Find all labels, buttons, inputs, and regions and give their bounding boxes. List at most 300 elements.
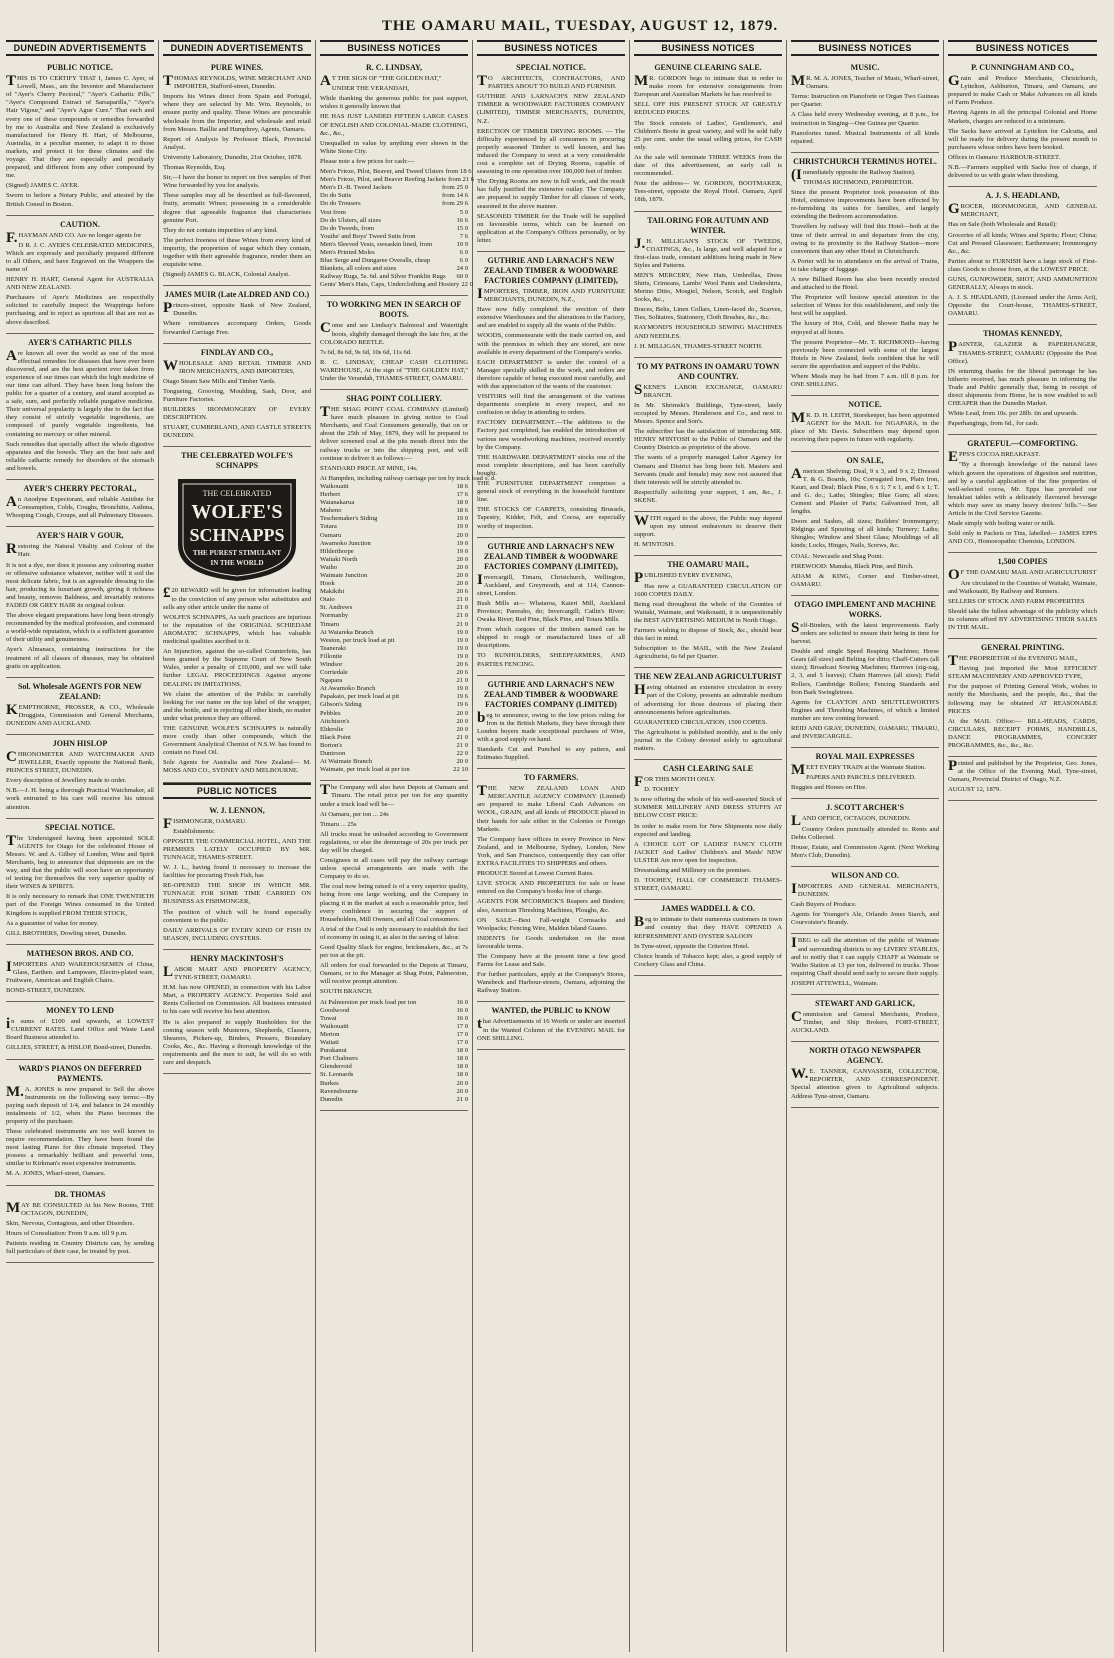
- price-item: Gents' Men's Hats, Caps, Underclothing and Hosiery: [320, 281, 460, 289]
- price-value: 20 0: [456, 1087, 468, 1095]
- ad-paragraph: THIS IS TO CERTIFY THAT I, James C. Ayer, of Lowell, Mass., am the Inventor and Manufacturer of "Ayer's Cherry Pectoral," "Ayer's Cathartic Pills," "Ayer's Compound Extract of Sarsaparilla," "Ayer's Hair Vigour," and "Ayer's Ague Cure." That each and every one of these compounds or remedies forwarded by me to Australia and New Zealand is exclusively manufactured for Henry H. Hart, of Melbourne, Australia, in a peculiar manner, to adapt it to those markets, and protect it for these climates and the voyage. That they are especially and peculiarly prepared, and different from any other compound by me.: [6, 73, 154, 180]
- price-item: Merton: [320, 1030, 340, 1038]
- ad-paragraph: MEN'S MERCERY, New Hats, Umbrellas, Dress Shirts, Crimeans, Lambs' Wool Pants and Undershirts, Merino Ditto, Mosgiel, Nelson, Scotch, and English Socks, &c.,: [634, 271, 782, 304]
- ad-paragraph: Dressmaking and Millinery on the premises.: [634, 867, 752, 875]
- ad-paragraph: Restoring the Natural Vitality and Colour of the Hair.: [6, 541, 154, 559]
- ad-paragraph: GILL BROTHERS, Dowling street, Dunedin.: [6, 929, 127, 937]
- ad-paragraph: THE SHAG POINT COAL COMPANY (Limited) have much pleasure in giving notice to Coal Merchants, and Coal Consumers generally, that on or about the 25th of May, 1879, they will be prepared to deliver screened coal at the pits mouth direct into the railway trucks or into the shipping port, and will continue to deliver it as follows:—: [320, 404, 468, 462]
- column-1: [2, 40, 159, 1652]
- ad-paragraph: Having Agents in all the principal Colonial and Home Markets, charges are reduced to a minimum.: [948, 109, 1097, 125]
- ad-paragraph: D. TOOHEY, HALL OF COMMERCE THAMES-STREET, OAMARU.: [634, 877, 782, 893]
- ad-paragraph: D. TOOHEY: [644, 786, 680, 794]
- ad-paragraph: Subscription to the MAIL, with the New Zealand Agriculturist, 6s 6d per Quarter.: [634, 645, 782, 661]
- price-item: Borton's: [320, 741, 343, 749]
- emblem-text-line5: IN THE WORLD: [210, 559, 264, 568]
- price-item: Pebbles: [320, 709, 341, 717]
- ad-paragraph: WHOLESALE AND RETAIL TIMBER AND IRON MERCHANTS, AND IMPORTERS,: [163, 357, 311, 375]
- price-value: 21 0: [456, 604, 468, 612]
- ad-paragraph: PUBLISHED EVERY EVENING,: [634, 570, 733, 587]
- price-row: [320, 532, 468, 540]
- ad-paragraph: AT THE SIGN OF "THE GOLDEN HAT,": [320, 73, 442, 90]
- ad-paragraph: Should take the fullest advantage of the publicity which its columns afford BY ADVERTISING THEIR SALES IN THE MAIL.: [948, 607, 1097, 631]
- price-row: [320, 209, 468, 217]
- ad-paragraph: Sole Agents for Australia and New Zealand— M. MOSS AND CO., SYDNEY AND MELBOURNE.: [163, 759, 311, 775]
- price-value: from 21 6: [448, 176, 475, 184]
- ad-title: GUTHRIE AND LARNACH'S NEW ZEALAND TIMBER & WOODWARE FACTORIES COMPANY (LIMITED),: [483, 255, 619, 285]
- price-value: 20 0: [456, 563, 468, 571]
- price-value: from 14 6: [441, 192, 468, 200]
- ad-paragraph: W.E. TANNER, CANVASSER, COLLECTOR, REPORTER, AND CORRESPONDENT. Special attention given to Agricultural subjects. Address Tyne-street, Oamaru.: [791, 1066, 939, 1100]
- price-value: 6 0: [459, 257, 468, 265]
- price-row: [320, 1015, 468, 1023]
- ad-title: MONEY TO LEND: [46, 1006, 114, 1016]
- ad-title: CHRISTCHURCH TERMINUS HOTEL.: [793, 156, 937, 166]
- price-item: Teschemaker's Siding: [320, 515, 378, 523]
- price-value: 21 0: [456, 1095, 468, 1103]
- price-item: Purakanui: [320, 1047, 347, 1055]
- columns-container: [2, 40, 1110, 1652]
- ad-paragraph: M.A. JONES is now prepared to Sell the above Instruments on the following easy terms:—By paying such deposit of 1/4, and balance in 24 monthly instalments of 1/2, when the Piano becomes the property of the purchaser.: [6, 1083, 154, 1125]
- price-item: St. Andrews: [320, 604, 353, 612]
- ad-paragraph: SKENE'S LABOR EXCHANGE, OAMARU BRANCH.: [634, 381, 782, 399]
- price-row: [320, 645, 468, 653]
- column-heading: DUNEDIN ADVERTISEMENTS: [163, 40, 311, 56]
- advertisement: [6, 1002, 154, 1059]
- advertisement: [6, 678, 154, 735]
- ad-paragraph: He is also prepared to supply Runholders for the coming season with Musterers, Shepherds, Classers, Shearers, Pickers-up, Binders, Pressers, Boundary Cooks, &c., &c. Having a thorough knowledge of the requirements and the men to suit, he will do so with care and despatch.: [163, 1018, 311, 1066]
- ad-paragraph: GUNS, GUNPOWDER, SHOT, AND AMMUNITION GENERALLY, Always in stock.: [948, 275, 1097, 292]
- price-value: s. d.: [484, 474, 496, 482]
- ad-paragraph: IN returning thanks for the liberal patronage he has hitherto received, has much pleasure in informing the Trade and Public generally that, being in receipt of direct shipments from Home, he is now enabled to sell CHEAPER than the Dunedin Market.: [948, 367, 1097, 408]
- column-2: [159, 40, 316, 1652]
- price-row: [320, 233, 468, 241]
- ad-paragraph: PAPERS AND PARCELS DELIVERED.: [806, 774, 916, 782]
- advertisement: [6, 216, 154, 334]
- column-heading: BUSINESS NOTICES: [948, 40, 1097, 56]
- ad-paragraph: Otago Steam Saw Mills and Timber Yards.: [163, 377, 276, 385]
- ad-paragraph: An Anodyne Expectorant, and reliable Antidote for Consumption, Colds, Coughs, Bronchitis, Asthma, Whooping Cough, Croups, and all Pulmonary Diseases.: [6, 494, 154, 520]
- ad-paragraph: Self-Binders, with the latest improvements. Early orders are solicited to ensure their being in time for harvest.: [791, 619, 939, 646]
- ad-paragraph: SELLERS OF STOCK AND FARM PROPERTIES: [948, 597, 1085, 605]
- price-value: 18 0: [456, 1063, 468, 1071]
- ad-title: CASH CLEARING SALE: [662, 764, 754, 774]
- ad-paragraph: MR. D. H. LEITH, Storekeeper, has been appointed AGENT for the MAIL for NGAPARA, in the place of Mr. Davis. Subscribers may depend upon receiving their papers in future with regularity.: [791, 410, 939, 444]
- ad-paragraph: INDENTS for Goods undertaken on the most favourable terms.: [477, 934, 625, 950]
- price-value: 7 6: [459, 232, 468, 240]
- ad-title: Sol. Wholesale AGENTS FOR NEW ZEALAND:: [17, 681, 143, 701]
- price-row: [320, 1031, 468, 1039]
- ad-title: THOMAS KENNEDY,: [983, 329, 1062, 339]
- ad-paragraph: Buggies and Horses on Hire.: [791, 784, 867, 792]
- ad-paragraph: MR. M. A. JONES, Teacher of Music, Wharf-street, Oamaru.: [791, 73, 939, 91]
- ad-paragraph: MEET EVERY TRAIN at the Waimate Station.: [791, 762, 926, 779]
- advertisement: [634, 512, 782, 556]
- price-value: 21 0: [456, 741, 468, 749]
- price-item: Hilderthorpe: [320, 547, 354, 555]
- price-row: [320, 653, 468, 661]
- price-value: 18 6: [456, 507, 468, 515]
- price-row: [320, 176, 475, 184]
- price-value: 22 0: [456, 750, 468, 758]
- ad-paragraph: All trucks must be unloaded according to Government regulations, or else the demurrage of 20s per truck per day will be charged.: [320, 830, 468, 854]
- ad-paragraph: Printed and published by the Proprietor, Geo. Jones, at the Office of the Evening Mail, Tyne-street, Oamaru, Provincial District of Otago, N.Z.: [948, 758, 1097, 784]
- price-value: 22 10: [453, 766, 468, 774]
- ad-paragraph: J. H. MILLIGAN, THAMES-STREET NORTH.: [634, 342, 763, 350]
- ad-paragraph: IBEG to call the attention of the public of Waimate and surrounding districts to my LIVERY STABLES, and to notify that I can supply CHAFF at Waimate or Waiho Station at 13 per ton, delivered in trucks. Those requiring Chaff should send early to secure their supply.: [791, 935, 939, 977]
- advertisement: [634, 212, 782, 358]
- ad-paragraph: In Mr. Shrimski's Buildings, Tyne-street, lately occupied by Messrs. Henderson and Co., and next to Messrs. Spence and Son's.: [634, 401, 782, 426]
- price-row: [320, 483, 468, 491]
- price-item: Blankets, all colors and sizes: [320, 265, 397, 273]
- price-item: Blue Serge and Dungaree Overalls, cheap: [320, 257, 431, 265]
- ad-title: JAMES WADDELL & CO.: [661, 904, 755, 914]
- price-value: 17 0: [456, 1030, 468, 1038]
- ad-paragraph: DAILY ARRIVALS OF EVERY KIND OF FISH IN SEASON, INCLUDING OYSTERS.: [163, 926, 311, 942]
- price-row: [320, 588, 468, 596]
- advertisement: [6, 819, 154, 945]
- price-item: Ngapara: [320, 677, 343, 685]
- ad-paragraph: Grain and Produce Merchants, Christchurch, Lyttelton, Ashburton, Timaru, and Oamaru, are prepared to make Cash or Make Advances on all kinds of Farm Produce.: [948, 73, 1097, 107]
- price-row: [320, 1096, 468, 1104]
- price-value: 6 0: [459, 248, 468, 256]
- advertisement: [948, 325, 1097, 435]
- price-item: Youths' and Boys' Tweed Suits from: [320, 232, 416, 240]
- price-row: [320, 1088, 468, 1096]
- column-5: [630, 40, 787, 1652]
- price-value: 20 6: [456, 661, 468, 668]
- price-row: [320, 556, 468, 564]
- price-value: 20 0: [456, 709, 468, 717]
- price-value: 19 6: [456, 701, 468, 709]
- ad-paragraph: "By a thorough knowledge of the natural laws which govern the operations of digestion and nutrition, and by a careful application of the fine properties of well-selected cocoa, Mr. Epps has provided our breakfast tables with a delicately flavoured beverage which may save us many heavy doctors' bills."—See Article in the Civil Service Gazette.: [948, 461, 1097, 518]
- ad-title: DR. THOMAS: [54, 1189, 106, 1199]
- ad-paragraph: KEMPTHORNE, PROSSER, & CO., Wholesale Druggists, Commission and General Merchants, DUNEDIN AND AUCKLAND.: [6, 701, 154, 727]
- ad-paragraph: ADAM & KING, Corner and Timber-street, OAMARU.: [791, 572, 939, 588]
- advertisement: [163, 802, 311, 950]
- price-row: [320, 1007, 468, 1015]
- ad-title: THE OAMARU MAIL,: [667, 560, 749, 570]
- price-item: Normanby: [320, 612, 349, 620]
- ad-paragraph: Choice brands of Tobacco kept; also, a good supply of Crockery Glass and China.: [634, 952, 782, 968]
- ad-title: CAUTION.: [60, 219, 100, 229]
- ad-paragraph: Made simply with boiling water or milk.: [948, 520, 1056, 528]
- ad-paragraph: RAYMOND'S HOUSEHOLD SEWING MACHINES AND NEEDLES.: [634, 324, 782, 340]
- advertisement: [6, 945, 154, 1002]
- price-row: [320, 515, 468, 523]
- ad-paragraph: Sold only in Packets or Tins, labelled— JAMES EPPS AND CO., Homoeopathic Chemists, LONDON.: [948, 530, 1097, 546]
- advertisement: [634, 900, 782, 976]
- ad-paragraph: IMPORTERS AND GENERAL MERCHANTS, DUNEDIN.: [791, 880, 939, 899]
- ad-paragraph: J.H. MILLIGAN'S STOCK OF TWEEDS, COATINGS, &c., Is large, and well adapted for a first-class trade, constant additions being made in New Styles and Patterns.: [634, 235, 782, 269]
- ad-title: OTAGO IMPLEMENT AND MACHINE WORKS.: [794, 599, 936, 619]
- price-item: Awamoko Junction: [320, 539, 371, 547]
- ad-paragraph: Being read throughout the whole of the Counties of Waitaki, Waimate, and Waikouaiti, it is unquestionably the BEST ADVERTISING MEDIUM in North Otago.: [634, 600, 782, 624]
- price-value: 15 0: [456, 224, 468, 232]
- price-row: [320, 612, 468, 620]
- ad-title: AYER'S HAIR V GOUR,: [36, 531, 124, 541]
- price-item: Waikouaiti: [320, 1022, 349, 1030]
- emblem-graphic: [172, 475, 302, 583]
- ad-paragraph: MR. GORDON begs to intimate that in order to make room for extensive consignments from European and Australian Markets he has resolved to: [634, 73, 782, 99]
- price-list: [320, 999, 468, 1104]
- price-value: from 18 6: [445, 168, 472, 176]
- price-item: Do do Tweeds, from: [320, 224, 374, 232]
- emblem-text-line3: SCHNAPPS: [189, 525, 285, 546]
- ad-paragraph: AGENTS FOR M'CORMICK'S Reapers and Binders; also, American Threshing Machines, Ploughs, &c.: [477, 898, 625, 914]
- ad-paragraph: OPPOSITE THE COMMERCIAL HOTEL, AND THE PREMISES LATELY OCCUPIED BY MR. TUNNAGE, THAMES-STREET.: [163, 837, 311, 861]
- ad-paragraph: Skin, Nervous, Contagious, and other Disorders.: [6, 1219, 135, 1227]
- ad-paragraph: Have now fully completed the erection of their extensive Warehouses and the alterations to the Factory, and are enabled to supply all the wants of the Public.: [477, 306, 625, 330]
- ad-paragraph: Princes-street, opposite Bank of New Zealand, Dunedin.: [163, 300, 311, 318]
- ad-paragraph: IMPORTERS, TIMBER, IRON AND FURNITURE MERCHANTS, DUNEDIN, N.Z.,: [477, 285, 625, 304]
- price-row: [320, 629, 468, 637]
- advertisement: [320, 390, 496, 781]
- advertisement: [791, 1042, 939, 1107]
- price-row: [320, 1039, 468, 1047]
- ad-title: R. C. LINDSAY,: [365, 63, 423, 73]
- ad-paragraph: THE FURNITURE DEPARTMENT comprises a general stock of everything in the household furniture line.: [477, 480, 625, 504]
- ad-paragraph: (Signed) JAMES G. BLACK, Colonial Analyst.: [163, 271, 290, 279]
- ad-paragraph: Paperhangings, from 6d., for cash.: [948, 420, 1039, 428]
- ad-paragraph: Are known all over the world as one of the most effectual remedies for diseases that have ever been discovered, and are the best aperient ever taken from experience of our times can which the high medicine of our time can afford. They have been long before the public for a quarter of a century, and stand accepted as a safe, sure, and perfectly reliable purgative medicine. Their universal popularity is largely due to the fact that they consist of strictly vegetable ingredients, are composed of purely vegetable ingredients, but containing no mercury or other mineral.: [6, 347, 154, 438]
- ad-paragraph: Good Quality Slack for engine, brickmakers, &c., at 7s per ton at the pit.: [320, 944, 468, 960]
- ad-paragraph: Country Orders punctually attended to. Rents and Debts Collected.: [791, 825, 939, 841]
- ad-paragraph: The Sacks have arrived at Lyttelton for Calcutta, and will be ready for delivery during the present month to purchasers whose orders have been booked.: [948, 127, 1097, 151]
- price-value: 24 0: [456, 265, 468, 273]
- ad-title: GENERAL PRINTING.: [980, 643, 1065, 653]
- price-value: 19 0: [456, 539, 468, 547]
- advertisement: [320, 296, 468, 390]
- ad-paragraph: While thanking the generous public for past support, wishes it generally known that: [320, 95, 468, 111]
- price-value: 18 0: [456, 1055, 468, 1063]
- ad-paragraph: It is not a dye, nor does it possess any colouring matter or offensive substance whatever, neither will it soil the most delicate fabric, but is an agreeable dressing to the hair, producing its luxuriant growth, giving it richness and beauty, removes Baldness, and invariably restores FADED OR GREY HAIR its original colour.: [6, 561, 154, 609]
- ad-paragraph: Tongueing, Grooving, Moulding, Sash, Door, and Furniture Factories.: [163, 387, 311, 403]
- price-item: At Waiareka Branch: [320, 628, 374, 636]
- ad-paragraph: EACH DEPARTMENT is under the control of a Manager specially skilled in the work, and orders are therefore capable of being executed most carefully, and with due appreciation of the wants of the customer.: [477, 358, 625, 390]
- ad-title: GUTHRIE AND LARNACH'S NEW ZEALAND TIMBER & WOODWARE FACTORIES COMPANY (LIMITED): [483, 679, 619, 709]
- ad-paragraph: WOLFE'S SCHNAPPS, As such practices are injurious to the reputation of the ORIGINAL SCHIEDAM AROMATIC SCHNAPPS, which has valuable medicinal qualities ascribed to it.: [163, 613, 311, 646]
- ad-title: HENRY MACKINTOSH'S: [190, 953, 284, 963]
- ad-paragraph: (Immediately opposite the Railway Station).: [791, 166, 916, 183]
- ad-paragraph: The Drying Rooms are now in full work, and the result has fully justified the extensive outlay. The Company are prepared to supply Timber for all classes of work, seasoned in the above manner.: [477, 178, 625, 210]
- ad-title: WARD'S PIANOS ON DEFERRED PAYMENTS.: [18, 1063, 142, 1083]
- price-item: Weston, per truck load at pit: [320, 636, 395, 644]
- column-4: [473, 40, 630, 1652]
- ad-paragraph: M. A. JONES, Wharf-street, Oamaru.: [6, 1170, 106, 1178]
- price-value: 21 0: [456, 677, 468, 685]
- ad-paragraph: STUART, CUMBERLAND, AND CASTLE STREETS DUNEDIN.: [163, 424, 311, 440]
- ad-paragraph: that Advertisements of 16 Words or under are inserted in the Wanted Column of the EVENING MAIL for ONE SHILLING.: [477, 1016, 625, 1042]
- price-row: [320, 580, 468, 588]
- price-value: 20 0: [456, 571, 468, 579]
- price-value: 22 0: [461, 281, 473, 289]
- emblem-text-line4: THE PUREST STIMULANT: [192, 549, 282, 558]
- ad-paragraph: beg to announce, owing to the low prices ruling for Iron in the British Markets, they have through their London buyers made exceptional purchases of Wire, with a good supply on hand.: [477, 709, 625, 743]
- ad-paragraph: At Oamaru, per ton ... 24s: [320, 810, 389, 818]
- ad-paragraph: Farmers wishing to dispose of Stock, &c., should bear this fact in mind.: [634, 626, 782, 643]
- ad-paragraph: VISITORS will find the arrangement of the various departments complete in every respect, and no confusion or delay in attending to orders.: [477, 393, 625, 417]
- price-row: [320, 523, 468, 531]
- ad-paragraph: They do not contain impurities of any kind.: [163, 226, 278, 234]
- advertisement: [791, 799, 939, 866]
- ad-paragraph: N.B.—J. H. being a thorough Practical Watchmaker, all work entrusted to his care will receive his utmost attention.: [6, 787, 154, 811]
- price-row: [320, 192, 468, 200]
- ad-paragraph: GUARANTEED CIRCULATION, 1500 COPIES.: [634, 718, 768, 726]
- price-item: At Palmerston per truck load per ton: [320, 998, 417, 1006]
- price-row: [320, 572, 468, 580]
- ad-title: A. J. S. HEADLAND,: [985, 191, 1060, 201]
- advertisement: [791, 995, 939, 1042]
- ad-paragraph: Imports his Wines direct from Spain and Portugal, where they are selected by Mr. Wm. Reynolds, to ensure purity and quality. These Wines are procurable wholesale from the Importer, and wholesale and retail from Messrs. Baillie and Humphrey, Agents, Oamaru.: [163, 93, 311, 133]
- price-value: 16 0: [456, 998, 468, 1006]
- advertisement: [948, 553, 1097, 639]
- ad-paragraph: At the MAIL Office:— BILL-HEADS, CARDS, CIRCULARS, RECEIPT FORMS, HANDBILLS, DANCE PROGRAMMES, CONCERT PROGRAMMES, &c., &c., &c.: [948, 717, 1097, 749]
- ad-paragraph: Where remittances accompany Orders, Goods forwarded Carriage Free.: [163, 320, 311, 336]
- ad-paragraph: EPPS'S COCOA BREAKFAST.: [948, 449, 1041, 466]
- price-row: [320, 710, 468, 718]
- price-value: 18 0: [456, 499, 468, 507]
- ad-title: AYER'S CHERRY PECTORAL,: [23, 484, 137, 494]
- ad-paragraph: H. M'INTOSH.: [634, 541, 675, 549]
- advertisement: [634, 556, 782, 668]
- price-value: 18 0: [456, 1047, 468, 1055]
- price-item: Aitchison's: [320, 717, 350, 725]
- advertisement: [163, 286, 311, 343]
- ad-title: FINDLAY AND CO.,: [200, 347, 274, 357]
- price-item: At Hampden, including railway carriage per ton by truck load: [320, 474, 483, 482]
- price-item: Totara: [320, 523, 337, 531]
- price-item: Gibson's Siding: [320, 701, 362, 709]
- price-item: Black Point: [320, 733, 351, 741]
- ad-paragraph: UNDER THE VERANDAH,: [331, 85, 410, 93]
- ad-title: PUBLIC NOTICE.: [47, 63, 113, 73]
- ad-paragraph: A trial of the Coal is only necessary to establish the fact of economy in using it, as also in the saving of labor.: [320, 925, 468, 941]
- ad-paragraph: LABOR MART AND PROPERTY AGENCY, TYNE-STREET, OAMARU.: [163, 963, 311, 982]
- ad-title: GRATEFUL—COMFORTING.: [967, 439, 1078, 449]
- price-row: [320, 701, 468, 709]
- price-row: [320, 669, 468, 677]
- ad-paragraph: Note the address— W. GORDON, BOOTMAKER, Tees-street, opposite the Royal Hotel. Oamaru, April 18th, 1879.: [634, 180, 782, 204]
- ad-paragraph: Where Meals may be had from 7 a.m. till 8 p.m. for ONE SHILLING.: [791, 373, 939, 389]
- advertisement: [791, 748, 939, 799]
- price-item: Men's Printed Moles: [320, 248, 375, 256]
- ad-paragraph: N.B.—Farmers supplied with Sacks free of charge, if delivered to us with grain when threshing.: [948, 164, 1097, 180]
- ad-paragraph: GROCER, IRONMONGER, AND GENERAL MERCHANT,: [948, 201, 1097, 219]
- ad-paragraph: A. J. S. HEADLAND, (Licensed under the Arms Act), Opposite the Court-house, THAMES-STREET, OAMARU.: [948, 294, 1097, 318]
- ad-paragraph: Groceries of all kinds; Wines and Spirits; Flour; China; Cut and Pressed Glassware; Earthenware; Ironmongery &c., &c.: [948, 231, 1097, 255]
- price-value: 10 9: [456, 240, 468, 248]
- ad-paragraph: The position of which will be found especially convenient to the public.: [163, 908, 311, 924]
- price-row: [320, 750, 468, 758]
- advertisement: [791, 867, 939, 934]
- price-item: Men's Sleeved Vests, sweaskin lined, from: [320, 240, 433, 248]
- price-value: 19 0: [456, 652, 468, 660]
- advertisement: [320, 781, 468, 1110]
- price-row: [320, 693, 468, 701]
- ad-paragraph: Hours of Consultation: From 9 a.m. till 9 p.m.: [6, 1229, 128, 1237]
- ad-paragraph: Has now a GUARANTEED CIRCULATION OF 1600 COPIES DAILY.: [634, 582, 782, 598]
- ad-paragraph: Establishments:: [173, 827, 215, 835]
- ad-title: 1,500 COPIES: [997, 557, 1048, 567]
- advertisement: [163, 59, 311, 286]
- advertisement: [634, 358, 782, 512]
- ad-title: SHAG POINT COLLIERY.: [346, 394, 442, 404]
- ad-paragraph: 7s 6d, 8s 6d, 9s 6d, 10s 6d, 11s 6d.: [320, 348, 412, 356]
- ad-paragraph: FISHMONGER, OAMARU.: [163, 815, 247, 832]
- advertisement: [634, 59, 782, 211]
- price-row: [320, 1071, 468, 1079]
- ad-paragraph: The luxury of Hot, Cold, and Shower Baths may be enjoyed at all hours.: [791, 320, 939, 336]
- advertisement: [791, 59, 939, 153]
- ad-paragraph: The wants of a properly managed Labor Agency for Oamaru and District has long been felt. Masters and Servants (male and female) may now rest assured that their interests will be strictly attended to.: [634, 454, 782, 486]
- price-value: 21 0: [456, 733, 468, 741]
- ad-paragraph: Report of Analysis by Professor Black, Provincial Analyst.: [163, 135, 311, 151]
- ad-paragraph: LAND OFFICE, OCTAGON, DUNEDIN.: [791, 813, 911, 830]
- ad-title: THE NEW ZEALAND AGRICULTURIST: [634, 672, 782, 682]
- ad-paragraph: (Signed) JAMES C. AYER.: [6, 182, 80, 190]
- ad-paragraph: IMPORTERS AND WAREHOUSEMEN of China, Glass, Earthen. and Lampware, Electro-plated ware, Fruitware, American and English Chairs.: [6, 958, 154, 984]
- ad-paragraph: TO RUNHOLDERS, SHEEPFARMERS, AND PARTIES FENCING.: [477, 652, 625, 668]
- ad-paragraph: We claim the attention of the Public in carefully looking for our name on the top label of the wrapper, and the bottle, and in rejecting all other kinds, no matter under what pretence they are offered.: [163, 690, 311, 722]
- column-heading: BUSINESS NOTICES: [634, 40, 782, 56]
- ad-paragraph: COAL: Newcastle and Shag Point.: [791, 552, 884, 560]
- price-item: Windsor: [320, 661, 343, 668]
- advertisement: [477, 769, 625, 1002]
- advertisement: [477, 252, 625, 538]
- advertisement: [477, 1002, 625, 1049]
- advertisement: [477, 59, 625, 252]
- advertisement: [948, 757, 1097, 801]
- ad-paragraph: For further particulars, apply at the Company's Stores, Wansbeck and Harbour-streets, Oamaru, adjoining the Railway Station.: [477, 971, 625, 995]
- price-row: [320, 249, 468, 257]
- price-item: Timaru: [320, 620, 340, 628]
- price-row: [320, 677, 468, 685]
- ad-paragraph: Travellers by railway will find this Hotel—both at the time of their arrival in and departure from the city, owing to its proximity to the Railway Station—more convenient than any other Hotel in Christchurch.: [791, 223, 939, 255]
- ad-paragraph: OF THE OAMARU MAIL AND AGRICULTURIST: [948, 567, 1097, 584]
- price-item: Burkes: [320, 1079, 339, 1087]
- ad-title: STEWART AND GARLICK,: [815, 998, 915, 1008]
- advertisement: [6, 1186, 154, 1264]
- ad-title: SPECIAL NOTICE.: [516, 63, 586, 73]
- ad-paragraph: The Undersigned having been appointed SOLE AGENTS for Otago for the celebrated House of Messrs. W. and A. Gilbey of London, Wine and Spirit Merchants, beg to announce that shipments are on the way, and that the public will soon have an opportunity of testing for themselves the very superior quality of their WINES & SPIRITS.: [6, 832, 154, 891]
- price-item: Oamaru: [320, 531, 342, 539]
- advertisement: [791, 596, 939, 748]
- price-row: [320, 742, 468, 750]
- column-7: [944, 40, 1101, 1652]
- price-value: 20 0: [456, 758, 468, 766]
- ad-paragraph: The present Proprietor—Mr. T. RICHMOND—having previously been connected with some of the largest Hotels in New Zealand, feels confident that he will secure the approbation and support of the Public.: [791, 338, 939, 370]
- ad-paragraph: SELL OFF HIS PRESENT STOCK AT GREATLY REDUCED PRICES.: [634, 101, 782, 117]
- ad-title: MUSIC.: [850, 63, 880, 73]
- price-item: Maheno: [320, 507, 342, 515]
- price-item: Port Chalmers: [320, 1055, 358, 1063]
- ad-paragraph: A Class held every Wednesday evening, at 8 p.m., for instruction in Singing—One Guinea per Quarter.: [791, 111, 939, 127]
- ad-paragraph: In Tyne-street, opposite the Criterion Hotel.: [634, 942, 750, 950]
- ad-paragraph: The perfect freeness of these Wines from every kind of impurity, the proportion of sugar which they contain, together with their agreeable fragrance, render them an exquisite wine.: [163, 236, 311, 269]
- ad-paragraph: An Injunction, against the so-called Counterfeits, has been granted by the Supreme Court of New South Wales, under a penalty of £10,000, and we will take further LEGAL PROCEEDINGS Against anyone DEALING IN IMITATIONS.: [163, 648, 311, 688]
- ad-paragraph: For the purpose of Printing General Work, wishes to notify the Merchants, and the people, &c., that the following may be obtained AT REASONABLE PRICES: [948, 683, 1097, 715]
- ad-paragraph: As a guarantee of value for money.: [6, 919, 99, 927]
- ad-paragraph: ERECTION OF TIMBER DRYING ROOMS. — The difficulty experienced by all consumers in procuring properly seasoned Timber is well known, and has induced the Company to erect at a very considerable cost a complete set of Drying Rooms, capable of seasoning in one operation over 100,000 feet of timber.: [477, 127, 625, 176]
- ad-paragraph: From which cargoes of the timbers named can be shipped to rough or manufactured lines of all descriptions.: [477, 626, 625, 650]
- ad-paragraph: GILLIES, STREET, & HISLOP, Bond-street, Dunedin.: [6, 1044, 153, 1052]
- price-row: [320, 637, 468, 645]
- ad-paragraph: The subscriber has the satisfaction of introducing MR. HENRY M'INTOSH to the Public of Oamaru and the Country Districts as proprietor of the above.: [634, 428, 782, 452]
- column-6: [787, 40, 944, 1652]
- price-row: [320, 548, 468, 556]
- advertisement: [163, 344, 311, 448]
- price-item: Do do Ulsters, all sizes: [320, 216, 381, 224]
